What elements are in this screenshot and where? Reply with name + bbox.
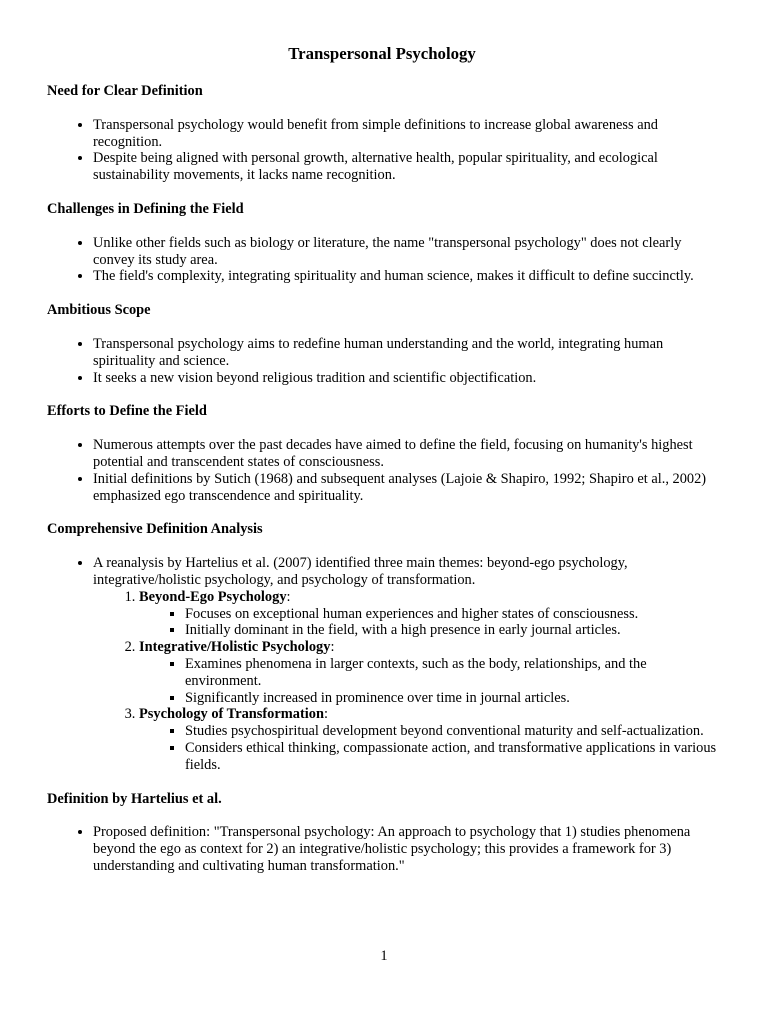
bullet-text: A reanalysis by Hartelius et al. (2007) identified three main themes: beyond-ego psychology, integrative/holistic psychology, and psychology of transformation.	[93, 555, 628, 588]
theme-points	[139, 723, 717, 773]
document-body	[47, 44, 717, 892]
theme-points	[139, 606, 717, 640]
bullet-item: • Unlike other fields such as biology or literature, the name "transpersonal psychology" does not clearly convey its study area.	[93, 235, 717, 269]
theme-list	[93, 589, 717, 774]
bullet-item: • Initial definitions by Sutich (1968) and subsequent analyses (Lajoie & Shapiro, 1992; Shapiro et al., 2002) emphasized ego transcendence and spirituality.	[93, 471, 717, 505]
bullet-item: • Despite being aligned with personal growth, alternative health, popular spirituality, and ecological sustainability movements, it lacks name recognition.	[93, 150, 717, 184]
bullet-list	[47, 437, 717, 504]
page-number: 1	[380, 948, 388, 964]
theme-point: ▪ Initially dominant in the field, with a high presence in early journal articles.	[185, 622, 717, 639]
bullet-item: • It seeks a new vision beyond religious tradition and scientific objectification.	[93, 370, 717, 387]
bullet-item	[93, 555, 717, 773]
theme-name: Beyond-Ego Psychology	[139, 588, 287, 605]
section-heading: Ambitious Scope	[47, 302, 151, 319]
section-heading: Need for Clear Definition	[47, 83, 203, 99]
section-heading: Definition by Hartelius et al.	[47, 790, 222, 807]
document-title: Transpersonal Psychology	[288, 44, 476, 63]
theme-item: 1. Beyond-Ego Psychology: ▪ Focuses on exceptional human experiences and higher states of consciousness. ▪ Initially dominant in the field, with a high presence in early journal articles.	[139, 589, 717, 639]
bullet-list	[47, 235, 717, 285]
bullet-item: • The field's complexity, integrating spirituality and human science, makes it difficult to define succinctly.	[93, 268, 717, 285]
theme-points	[139, 656, 717, 706]
theme-point: ▪ Significantly increased in prominence over time in journal articles.	[185, 690, 717, 707]
theme-name: Integrative/Holistic Psychology	[139, 639, 331, 656]
bullet-item: • Numerous attempts over the past decades have aimed to define the field, focusing on humanity's highest potential and transcendent states of consciousness.	[93, 437, 717, 471]
theme-point: ▪ Examines phenomena in larger contexts, such as the body, relationships, and the environment.	[185, 656, 717, 690]
section-heading: Efforts to Define the Field	[47, 403, 207, 420]
bullet-item: • Transpersonal psychology aims to redefine human understanding and the world, integrating human spirituality and science.	[93, 336, 717, 370]
bullet-item: • Proposed definition: "Transpersonal psychology: An approach to psychology that 1) studies phenomena beyond the ego as context for 2) an integrative/holistic psychology; this provides a framework for 3) understanding and cultivating human transformation."	[93, 824, 717, 874]
section-heading: Comprehensive Definition Analysis	[47, 521, 263, 538]
section-heading: Challenges in Defining the Field	[47, 200, 244, 217]
theme-item: 2. Integrative/Holistic Psychology: ▪ Examines phenomena in larger contexts, such as the body, relationships, and the environment. ▪ Significantly increased in prominence over time in journal articles.	[139, 639, 717, 706]
bullet-list	[47, 117, 717, 184]
bullet-list	[47, 824, 717, 874]
theme-point: ▪ Considers ethical thinking, compassionate action, and transformative applications in various fields.	[185, 740, 717, 774]
theme-point: ▪ Studies psychospiritual development beyond conventional maturity and self-actualization.	[185, 723, 717, 740]
bullet-list	[47, 555, 717, 773]
theme-item: 3. Psychology of Transformation: ▪ Studies psychospiritual development beyond conventional maturity and self-actualization. ▪ Considers ethical thinking, compassionate action, and transformative applications in various fields.	[139, 706, 717, 773]
bullet-list	[47, 336, 717, 386]
theme-name: Psychology of Transformation	[139, 706, 324, 723]
theme-point: ▪ Focuses on exceptional human experiences and higher states of consciousness.	[185, 606, 717, 623]
bullet-item: • Transpersonal psychology would benefit from simple definitions to increase global awareness and recognition.	[93, 117, 717, 151]
